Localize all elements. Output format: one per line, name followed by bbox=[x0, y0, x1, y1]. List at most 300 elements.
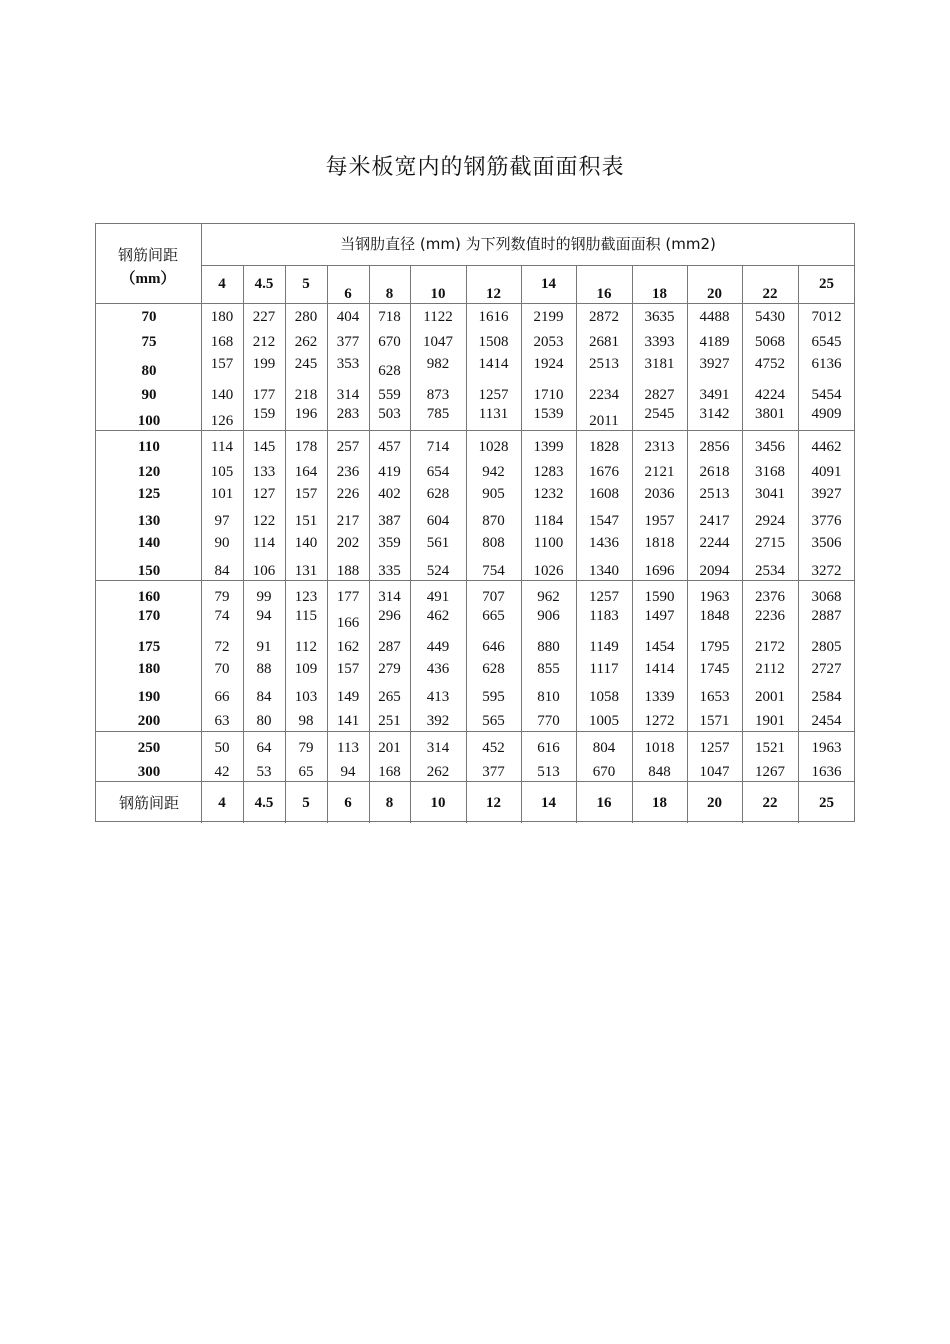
table-cell: 1257 bbox=[699, 740, 730, 756]
table-cell: 3168 bbox=[755, 464, 785, 480]
diameter-header-6: 12 bbox=[486, 286, 501, 302]
table-cell: 262 bbox=[294, 334, 318, 350]
table-cell: 109 bbox=[294, 661, 318, 677]
table-cell: 279 bbox=[378, 661, 401, 677]
table-cell: 4091 bbox=[811, 464, 842, 480]
table-cell: 1149 bbox=[589, 639, 619, 655]
table-cell: 6545 bbox=[811, 334, 842, 350]
table-cell: 462 bbox=[426, 608, 450, 624]
table-cell: 419 bbox=[378, 464, 401, 480]
diameter-header-4: 8 bbox=[385, 286, 394, 302]
table-cell: 1414 bbox=[644, 661, 675, 677]
table-cell: 1676 bbox=[589, 464, 619, 480]
diameter-header-12: 25 bbox=[819, 276, 834, 292]
table-cell: 1901 bbox=[755, 713, 785, 729]
table-cell: 654 bbox=[426, 464, 450, 480]
table-cell: 2534 bbox=[755, 563, 785, 579]
diameter-header: 当钢肋直径 (mm) 为下列数值时的钢肋截面面积 (mm2) bbox=[340, 235, 716, 253]
table-cell: 1454 bbox=[644, 639, 675, 655]
diameter-header-1: 4.5 bbox=[254, 276, 274, 292]
table-cell: 106 bbox=[252, 563, 276, 579]
footer-diameter-4: 8 bbox=[385, 795, 394, 811]
table-cell: 628 bbox=[426, 486, 450, 502]
table-cell: 42 bbox=[214, 764, 230, 780]
footer-diameter-7: 14 bbox=[541, 795, 556, 811]
table-cell: 236 bbox=[336, 464, 360, 480]
table-cell: 982 bbox=[426, 356, 450, 372]
table-cell: 177 bbox=[336, 589, 360, 605]
table-cell: 2313 bbox=[644, 439, 675, 455]
table-cell: 808 bbox=[482, 535, 505, 551]
table-cell: 212 bbox=[252, 334, 276, 350]
table-cell: 1257 bbox=[589, 589, 619, 605]
table-cell: 359 bbox=[378, 535, 401, 551]
footer-diameter-0: 4 bbox=[218, 795, 226, 811]
table-cell: 3491 bbox=[699, 387, 730, 403]
footer-diameter-10: 20 bbox=[707, 795, 722, 811]
table-cell: 1028 bbox=[478, 439, 509, 455]
table-cell: 3776 bbox=[811, 513, 842, 529]
table-cell: 103 bbox=[294, 689, 318, 705]
table-cell: 280 bbox=[294, 309, 318, 325]
table-cell: 2417 bbox=[699, 513, 730, 529]
footer-diameter-12: 25 bbox=[819, 795, 834, 811]
table-cell: 3456 bbox=[755, 439, 785, 455]
row-spacing-100: 100 bbox=[137, 413, 161, 429]
table-cell: 162 bbox=[336, 639, 360, 655]
table-cell: 101 bbox=[210, 486, 234, 502]
footer-diameter-8: 16 bbox=[596, 795, 612, 811]
table-cell: 196 bbox=[294, 406, 318, 422]
table-cell: 2545 bbox=[644, 406, 675, 422]
table-cell: 1058 bbox=[589, 689, 619, 705]
table-cell: 4909 bbox=[811, 406, 842, 422]
table-cell: 227 bbox=[252, 309, 276, 325]
table-cell: 5068 bbox=[755, 334, 785, 350]
table-cell: 105 bbox=[210, 464, 234, 480]
table-cell: 524 bbox=[426, 563, 450, 579]
column-rule bbox=[466, 265, 467, 823]
table-cell: 2053 bbox=[533, 334, 564, 350]
table-cell: 99 bbox=[256, 589, 272, 605]
table-cell: 2681 bbox=[589, 334, 619, 350]
table-cell: 65 bbox=[298, 764, 314, 780]
table-cell: 4462 bbox=[811, 439, 842, 455]
table-cell: 1399 bbox=[533, 439, 564, 455]
table-cell: 180 bbox=[210, 309, 234, 325]
table-cell: 785 bbox=[426, 406, 450, 422]
table-cell: 1539 bbox=[533, 406, 564, 422]
column-rule bbox=[742, 265, 743, 823]
table-cell: 3181 bbox=[644, 356, 675, 372]
row-spacing-70: 70 bbox=[141, 309, 157, 325]
table-cell: 2454 bbox=[811, 713, 842, 729]
table-cell: 2001 bbox=[755, 689, 785, 705]
table-cell: 7012 bbox=[811, 309, 842, 325]
table-cell: 457 bbox=[378, 439, 401, 455]
row-spacing-130: 130 bbox=[137, 513, 161, 529]
table-cell: 296 bbox=[378, 608, 401, 624]
table-cell: 2094 bbox=[699, 563, 730, 579]
table-cell: 4224 bbox=[755, 387, 785, 403]
table-cell: 1267 bbox=[755, 764, 785, 780]
column-rule bbox=[798, 265, 799, 823]
table-cell: 452 bbox=[482, 740, 505, 756]
table-cell: 718 bbox=[378, 309, 401, 325]
footer-spacing-label: 钢筋间距 bbox=[118, 794, 180, 812]
column-rule bbox=[327, 265, 328, 823]
rebar-area-table bbox=[95, 223, 855, 822]
row-spacing-90: 90 bbox=[141, 387, 157, 403]
table-cell: 1636 bbox=[811, 764, 842, 780]
column-rule bbox=[632, 265, 633, 823]
table-cell: 559 bbox=[378, 387, 401, 403]
table-cell: 123 bbox=[294, 589, 318, 605]
table-cell: 392 bbox=[426, 713, 450, 729]
table-cell: 151 bbox=[294, 513, 318, 529]
row-spacing-300: 300 bbox=[137, 764, 161, 780]
column-rule bbox=[410, 265, 411, 823]
table-cell: 265 bbox=[378, 689, 401, 705]
table-cell: 4752 bbox=[755, 356, 785, 372]
table-cell: 402 bbox=[378, 486, 401, 502]
table-cell: 141 bbox=[336, 713, 360, 729]
column-rule bbox=[243, 265, 244, 823]
table-cell: 168 bbox=[378, 764, 401, 780]
row-spacing-80: 80 bbox=[141, 363, 157, 379]
table-cell: 70 bbox=[214, 661, 230, 677]
table-cell: 2805 bbox=[811, 639, 842, 655]
table-cell: 1005 bbox=[589, 713, 619, 729]
table-cell: 245 bbox=[294, 356, 318, 372]
table-cell: 1018 bbox=[644, 740, 675, 756]
table-cell: 1957 bbox=[644, 513, 675, 529]
table-cell: 503 bbox=[378, 406, 401, 422]
table-cell: 114 bbox=[253, 535, 275, 551]
table-cell: 113 bbox=[337, 740, 359, 756]
table-cell: 201 bbox=[378, 740, 401, 756]
table-cell: 404 bbox=[336, 309, 360, 325]
table-cell: 513 bbox=[537, 764, 560, 780]
table-cell: 3801 bbox=[755, 406, 785, 422]
table-cell: 84 bbox=[256, 689, 272, 705]
table-cell: 2112 bbox=[755, 661, 785, 677]
table-cell: 335 bbox=[378, 563, 401, 579]
table-cell: 449 bbox=[426, 639, 450, 655]
table-cell: 2872 bbox=[589, 309, 619, 325]
table-cell: 906 bbox=[537, 608, 560, 624]
table-cell: 670 bbox=[592, 764, 616, 780]
table-cell: 1571 bbox=[699, 713, 730, 729]
table-cell: 3927 bbox=[811, 486, 842, 502]
row-spacing-175: 175 bbox=[137, 639, 161, 655]
table-cell: 2827 bbox=[644, 387, 675, 403]
table-cell: 3041 bbox=[755, 486, 785, 502]
table-cell: 1122 bbox=[423, 309, 453, 325]
table-cell: 646 bbox=[482, 639, 505, 655]
table-cell: 2715 bbox=[755, 535, 785, 551]
table-cell: 1745 bbox=[699, 661, 730, 677]
table-cell: 1848 bbox=[699, 608, 730, 624]
table-cell: 1100 bbox=[533, 535, 564, 551]
table-cell: 561 bbox=[426, 535, 450, 551]
table-cell: 1339 bbox=[644, 689, 675, 705]
table-cell: 218 bbox=[294, 387, 318, 403]
table-cell: 1026 bbox=[533, 563, 564, 579]
page-title: 每米板宽内的钢筋截面面积表 bbox=[325, 155, 625, 180]
table-cell: 314 bbox=[378, 589, 401, 605]
table-cell: 1414 bbox=[478, 356, 509, 372]
table-cell: 166 bbox=[336, 615, 360, 631]
diameter-header-11: 22 bbox=[762, 286, 778, 302]
table-cell: 91 bbox=[256, 639, 272, 655]
spacing-header-unit: （mm） bbox=[120, 271, 176, 287]
table-cell: 962 bbox=[537, 589, 560, 605]
table-cell: 707 bbox=[482, 589, 505, 605]
table-cell: 2513 bbox=[589, 356, 619, 372]
table-cell: 90 bbox=[214, 535, 230, 551]
table-rule bbox=[201, 265, 855, 266]
table-cell: 80 bbox=[256, 713, 272, 729]
table-cell: 114 bbox=[211, 439, 233, 455]
table-cell: 66 bbox=[214, 689, 230, 705]
table-cell: 1257 bbox=[478, 387, 509, 403]
row-spacing-200: 200 bbox=[137, 713, 161, 729]
table-cell: 714 bbox=[426, 439, 450, 455]
table-cell: 188 bbox=[336, 563, 360, 579]
table-cell: 202 bbox=[336, 535, 360, 551]
table-cell: 942 bbox=[482, 464, 505, 480]
table-cell: 604 bbox=[426, 513, 450, 529]
table-cell: 2036 bbox=[644, 486, 675, 502]
table-cell: 1117 bbox=[589, 661, 619, 677]
table-cell: 3393 bbox=[644, 334, 675, 350]
table-cell: 804 bbox=[592, 740, 616, 756]
table-cell: 1131 bbox=[478, 406, 509, 422]
footer-diameter-5: 10 bbox=[430, 795, 446, 811]
table-cell: 131 bbox=[294, 563, 318, 579]
table-cell: 1183 bbox=[589, 608, 619, 624]
table-cell: 2727 bbox=[811, 661, 842, 677]
table-cell: 1547 bbox=[589, 513, 619, 529]
table-cell: 5430 bbox=[755, 309, 785, 325]
row-spacing-180: 180 bbox=[137, 661, 161, 677]
footer-diameter-2: 5 bbox=[302, 795, 310, 811]
table-cell: 1608 bbox=[589, 486, 619, 502]
table-cell: 1696 bbox=[644, 563, 675, 579]
diameter-header-5: 10 bbox=[430, 286, 446, 302]
table-cell: 157 bbox=[294, 486, 318, 502]
column-rule bbox=[285, 265, 286, 823]
table-cell: 262 bbox=[426, 764, 450, 780]
table-cell: 870 bbox=[482, 513, 505, 529]
table-cell: 112 bbox=[295, 639, 317, 655]
table-cell: 1497 bbox=[644, 608, 675, 624]
table-cell: 628 bbox=[378, 363, 401, 379]
column-rule bbox=[521, 265, 522, 823]
table-cell: 140 bbox=[294, 535, 318, 551]
table-cell: 1828 bbox=[589, 439, 619, 455]
diameter-header-3: 6 bbox=[344, 286, 352, 302]
table-cell: 754 bbox=[482, 563, 505, 579]
table-cell: 1283 bbox=[533, 464, 564, 480]
row-spacing-170: 170 bbox=[137, 608, 161, 624]
table-cell: 98 bbox=[298, 713, 314, 729]
diameter-header-9: 18 bbox=[652, 286, 667, 302]
row-spacing-140: 140 bbox=[137, 535, 161, 551]
row-spacing-150: 150 bbox=[137, 563, 161, 579]
table-cell: 2236 bbox=[755, 608, 785, 624]
table-cell: 2234 bbox=[589, 387, 619, 403]
diameter-header-7: 14 bbox=[541, 276, 556, 292]
table-cell: 6136 bbox=[811, 356, 842, 372]
column-rule bbox=[201, 224, 202, 823]
table-cell: 2011 bbox=[589, 413, 619, 429]
table-cell: 94 bbox=[256, 608, 272, 624]
table-cell: 1047 bbox=[699, 764, 730, 780]
table-cell: 94 bbox=[340, 764, 356, 780]
table-cell: 1340 bbox=[589, 563, 619, 579]
table-cell: 133 bbox=[252, 464, 276, 480]
table-cell: 2513 bbox=[699, 486, 730, 502]
table-cell: 72 bbox=[214, 639, 230, 655]
table-cell: 1818 bbox=[644, 535, 675, 551]
table-cell: 168 bbox=[210, 334, 234, 350]
table-cell: 377 bbox=[482, 764, 505, 780]
table-cell: 178 bbox=[294, 439, 318, 455]
table-cell: 2924 bbox=[755, 513, 785, 529]
footer-diameter-6: 12 bbox=[486, 795, 501, 811]
table-cell: 1963 bbox=[699, 589, 730, 605]
table-cell: 377 bbox=[336, 334, 360, 350]
table-cell: 1616 bbox=[478, 309, 509, 325]
table-cell: 88 bbox=[256, 661, 272, 677]
row-spacing-190: 190 bbox=[137, 689, 161, 705]
spacing-header-label: 钢筋间距 bbox=[117, 246, 178, 264]
table-cell: 257 bbox=[336, 439, 360, 455]
table-cell: 1795 bbox=[699, 639, 730, 655]
column-rule bbox=[687, 265, 688, 823]
table-cell: 491 bbox=[426, 589, 450, 605]
footer-diameter-9: 18 bbox=[652, 795, 667, 811]
row-spacing-250: 250 bbox=[137, 740, 161, 756]
table-cell: 74 bbox=[214, 608, 230, 624]
table-cell: 3927 bbox=[699, 356, 730, 372]
table-cell: 2199 bbox=[533, 309, 564, 325]
table-cell: 2856 bbox=[699, 439, 730, 455]
table-cell: 616 bbox=[537, 740, 560, 756]
table-cell: 79 bbox=[214, 589, 230, 605]
table-cell: 3635 bbox=[644, 309, 675, 325]
table-cell: 1508 bbox=[478, 334, 509, 350]
table-cell: 873 bbox=[426, 387, 450, 403]
table-cell: 3506 bbox=[811, 535, 842, 551]
table-cell: 1436 bbox=[589, 535, 619, 551]
table-cell: 436 bbox=[426, 661, 450, 677]
table-cell: 413 bbox=[426, 689, 450, 705]
footer-diameter-3: 6 bbox=[344, 795, 352, 811]
table-cell: 126 bbox=[210, 413, 234, 429]
table-cell: 565 bbox=[482, 713, 505, 729]
table-cell: 1272 bbox=[644, 713, 675, 729]
table-cell: 217 bbox=[336, 513, 360, 529]
table-cell: 2376 bbox=[755, 589, 785, 605]
table-cell: 2172 bbox=[755, 639, 785, 655]
footer-diameter-11: 22 bbox=[762, 795, 778, 811]
table-cell: 905 bbox=[482, 486, 505, 502]
table-cell: 4189 bbox=[699, 334, 730, 350]
table-cell: 157 bbox=[336, 661, 360, 677]
diameter-header-10: 20 bbox=[707, 286, 722, 302]
table-cell: 50 bbox=[214, 740, 230, 756]
row-spacing-160: 160 bbox=[137, 589, 161, 605]
table-cell: 848 bbox=[648, 764, 671, 780]
table-cell: 140 bbox=[210, 387, 234, 403]
table-cell: 1963 bbox=[811, 740, 842, 756]
table-cell: 880 bbox=[537, 639, 560, 655]
table-cell: 145 bbox=[252, 439, 276, 455]
row-spacing-125: 125 bbox=[137, 486, 161, 502]
table-cell: 115 bbox=[295, 608, 317, 624]
table-cell: 177 bbox=[252, 387, 276, 403]
table-cell: 1653 bbox=[699, 689, 730, 705]
table-cell: 1924 bbox=[533, 356, 564, 372]
row-spacing-120: 120 bbox=[137, 464, 161, 480]
table-cell: 84 bbox=[214, 563, 230, 579]
table-cell: 810 bbox=[537, 689, 560, 705]
table-cell: 4488 bbox=[699, 309, 730, 325]
table-cell: 122 bbox=[252, 513, 276, 529]
table-cell: 2618 bbox=[699, 464, 730, 480]
table-cell: 64 bbox=[256, 740, 272, 756]
diameter-header-8: 16 bbox=[596, 286, 612, 302]
table-cell: 770 bbox=[537, 713, 560, 729]
table-cell: 3142 bbox=[699, 406, 730, 422]
table-cell: 2584 bbox=[811, 689, 842, 705]
table-cell: 127 bbox=[252, 486, 276, 502]
table-cell: 353 bbox=[336, 356, 360, 372]
table-cell: 157 bbox=[210, 356, 234, 372]
table-cell: 63 bbox=[214, 713, 230, 729]
table-cell: 670 bbox=[378, 334, 401, 350]
row-spacing-75: 75 bbox=[141, 334, 157, 350]
table-cell: 5454 bbox=[811, 387, 842, 403]
table-cell: 1590 bbox=[644, 589, 675, 605]
table-cell: 226 bbox=[336, 486, 360, 502]
table-cell: 79 bbox=[298, 740, 314, 756]
table-cell: 251 bbox=[378, 713, 401, 729]
table-cell: 855 bbox=[537, 661, 560, 677]
diameter-header-2: 5 bbox=[302, 276, 310, 292]
table-cell: 2244 bbox=[699, 535, 730, 551]
row-spacing-110: 110 bbox=[138, 439, 160, 455]
table-cell: 164 bbox=[294, 464, 318, 480]
footer-diameter-1: 4.5 bbox=[254, 795, 274, 811]
column-rule bbox=[369, 265, 370, 823]
table-cell: 97 bbox=[214, 513, 230, 529]
table-cell: 387 bbox=[378, 513, 401, 529]
table-cell: 1047 bbox=[423, 334, 453, 350]
table-cell: 1521 bbox=[755, 740, 785, 756]
table-cell: 628 bbox=[482, 661, 505, 677]
table-cell: 287 bbox=[378, 639, 401, 655]
table-cell: 1232 bbox=[533, 486, 564, 502]
table-cell: 283 bbox=[336, 406, 360, 422]
table-cell: 2121 bbox=[644, 464, 675, 480]
table-cell: 1710 bbox=[533, 387, 564, 403]
diameter-header-0: 4 bbox=[218, 276, 226, 292]
table-cell: 159 bbox=[252, 406, 276, 422]
